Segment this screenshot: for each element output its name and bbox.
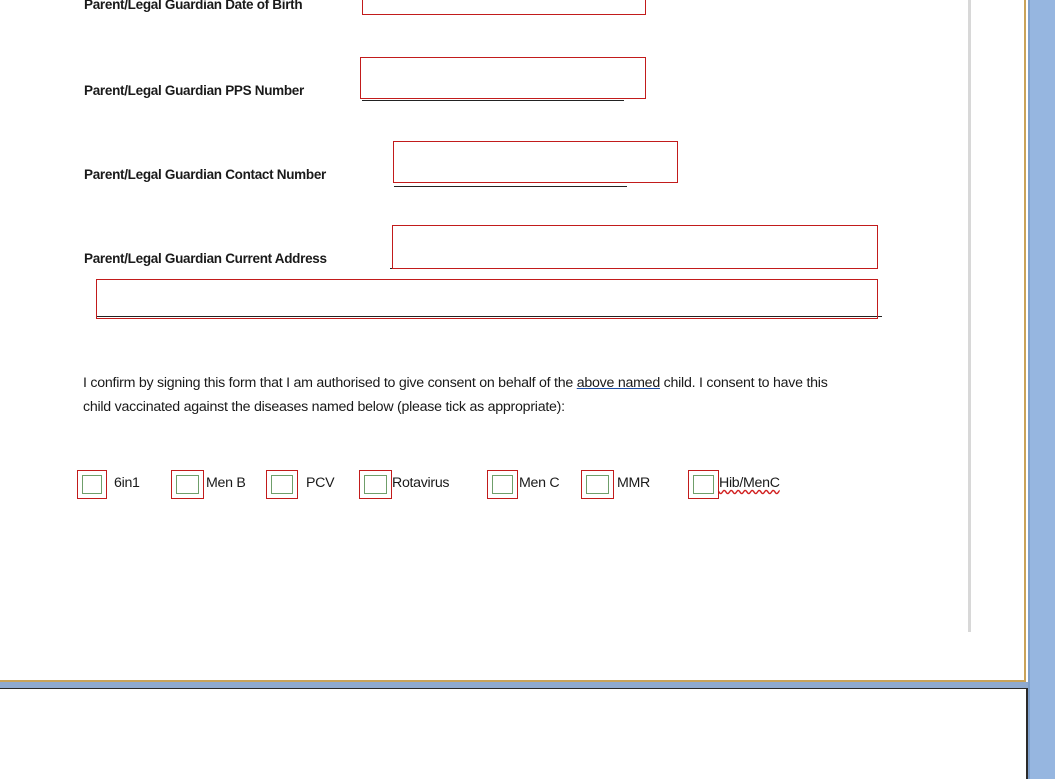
label-pcv: PCV <box>306 475 335 491</box>
pps-field[interactable] <box>360 57 646 99</box>
label-rotavirus: Rotavirus <box>392 475 450 491</box>
page-edge-shadow <box>968 0 971 632</box>
contact-underline <box>394 186 627 187</box>
label-mmr: MMR <box>617 475 650 491</box>
next-page <box>0 688 1028 779</box>
contact-field[interactable] <box>393 141 678 183</box>
dob-label: Parent/Legal Guardian Date of Birth <box>84 0 303 12</box>
pps-underline <box>362 100 624 101</box>
consent-text-end: child. I consent to have this child vaccinated against the diseases named below (please tick as appropriate): <box>83 375 828 415</box>
checkbox-men-c[interactable] <box>487 470 518 499</box>
consent-paragraph <box>83 372 843 419</box>
address-field-2[interactable] <box>96 279 878 319</box>
consent-text-start: I confirm by signing this form that I am authorised to give consent on behalf of the <box>83 375 577 391</box>
checkbox-pcv[interactable] <box>266 470 298 499</box>
label-hib-menc: Hib/MenC <box>719 475 780 491</box>
vertical-scrollbar[interactable] <box>1028 0 1055 779</box>
label-6in1: 6in1 <box>114 475 140 491</box>
above-named-link[interactable]: above named <box>576 375 660 391</box>
contact-label: Parent/Legal Guardian Contact Number <box>84 167 326 182</box>
label-men-c: Men C <box>519 475 560 491</box>
checkbox-men-b[interactable] <box>171 470 204 499</box>
address-field-1[interactable] <box>392 225 878 269</box>
label-men-b: Men B <box>206 475 246 491</box>
checkbox-6in1[interactable] <box>77 470 107 499</box>
pps-label: Parent/Legal Guardian PPS Number <box>84 83 304 98</box>
checkbox-mmr[interactable] <box>581 470 614 499</box>
checkbox-hib-menc[interactable] <box>688 470 719 499</box>
checkbox-rotavirus[interactable] <box>359 470 392 499</box>
address-label: Parent/Legal Guardian Current Address <box>84 251 327 266</box>
dob-field[interactable] <box>362 0 646 15</box>
